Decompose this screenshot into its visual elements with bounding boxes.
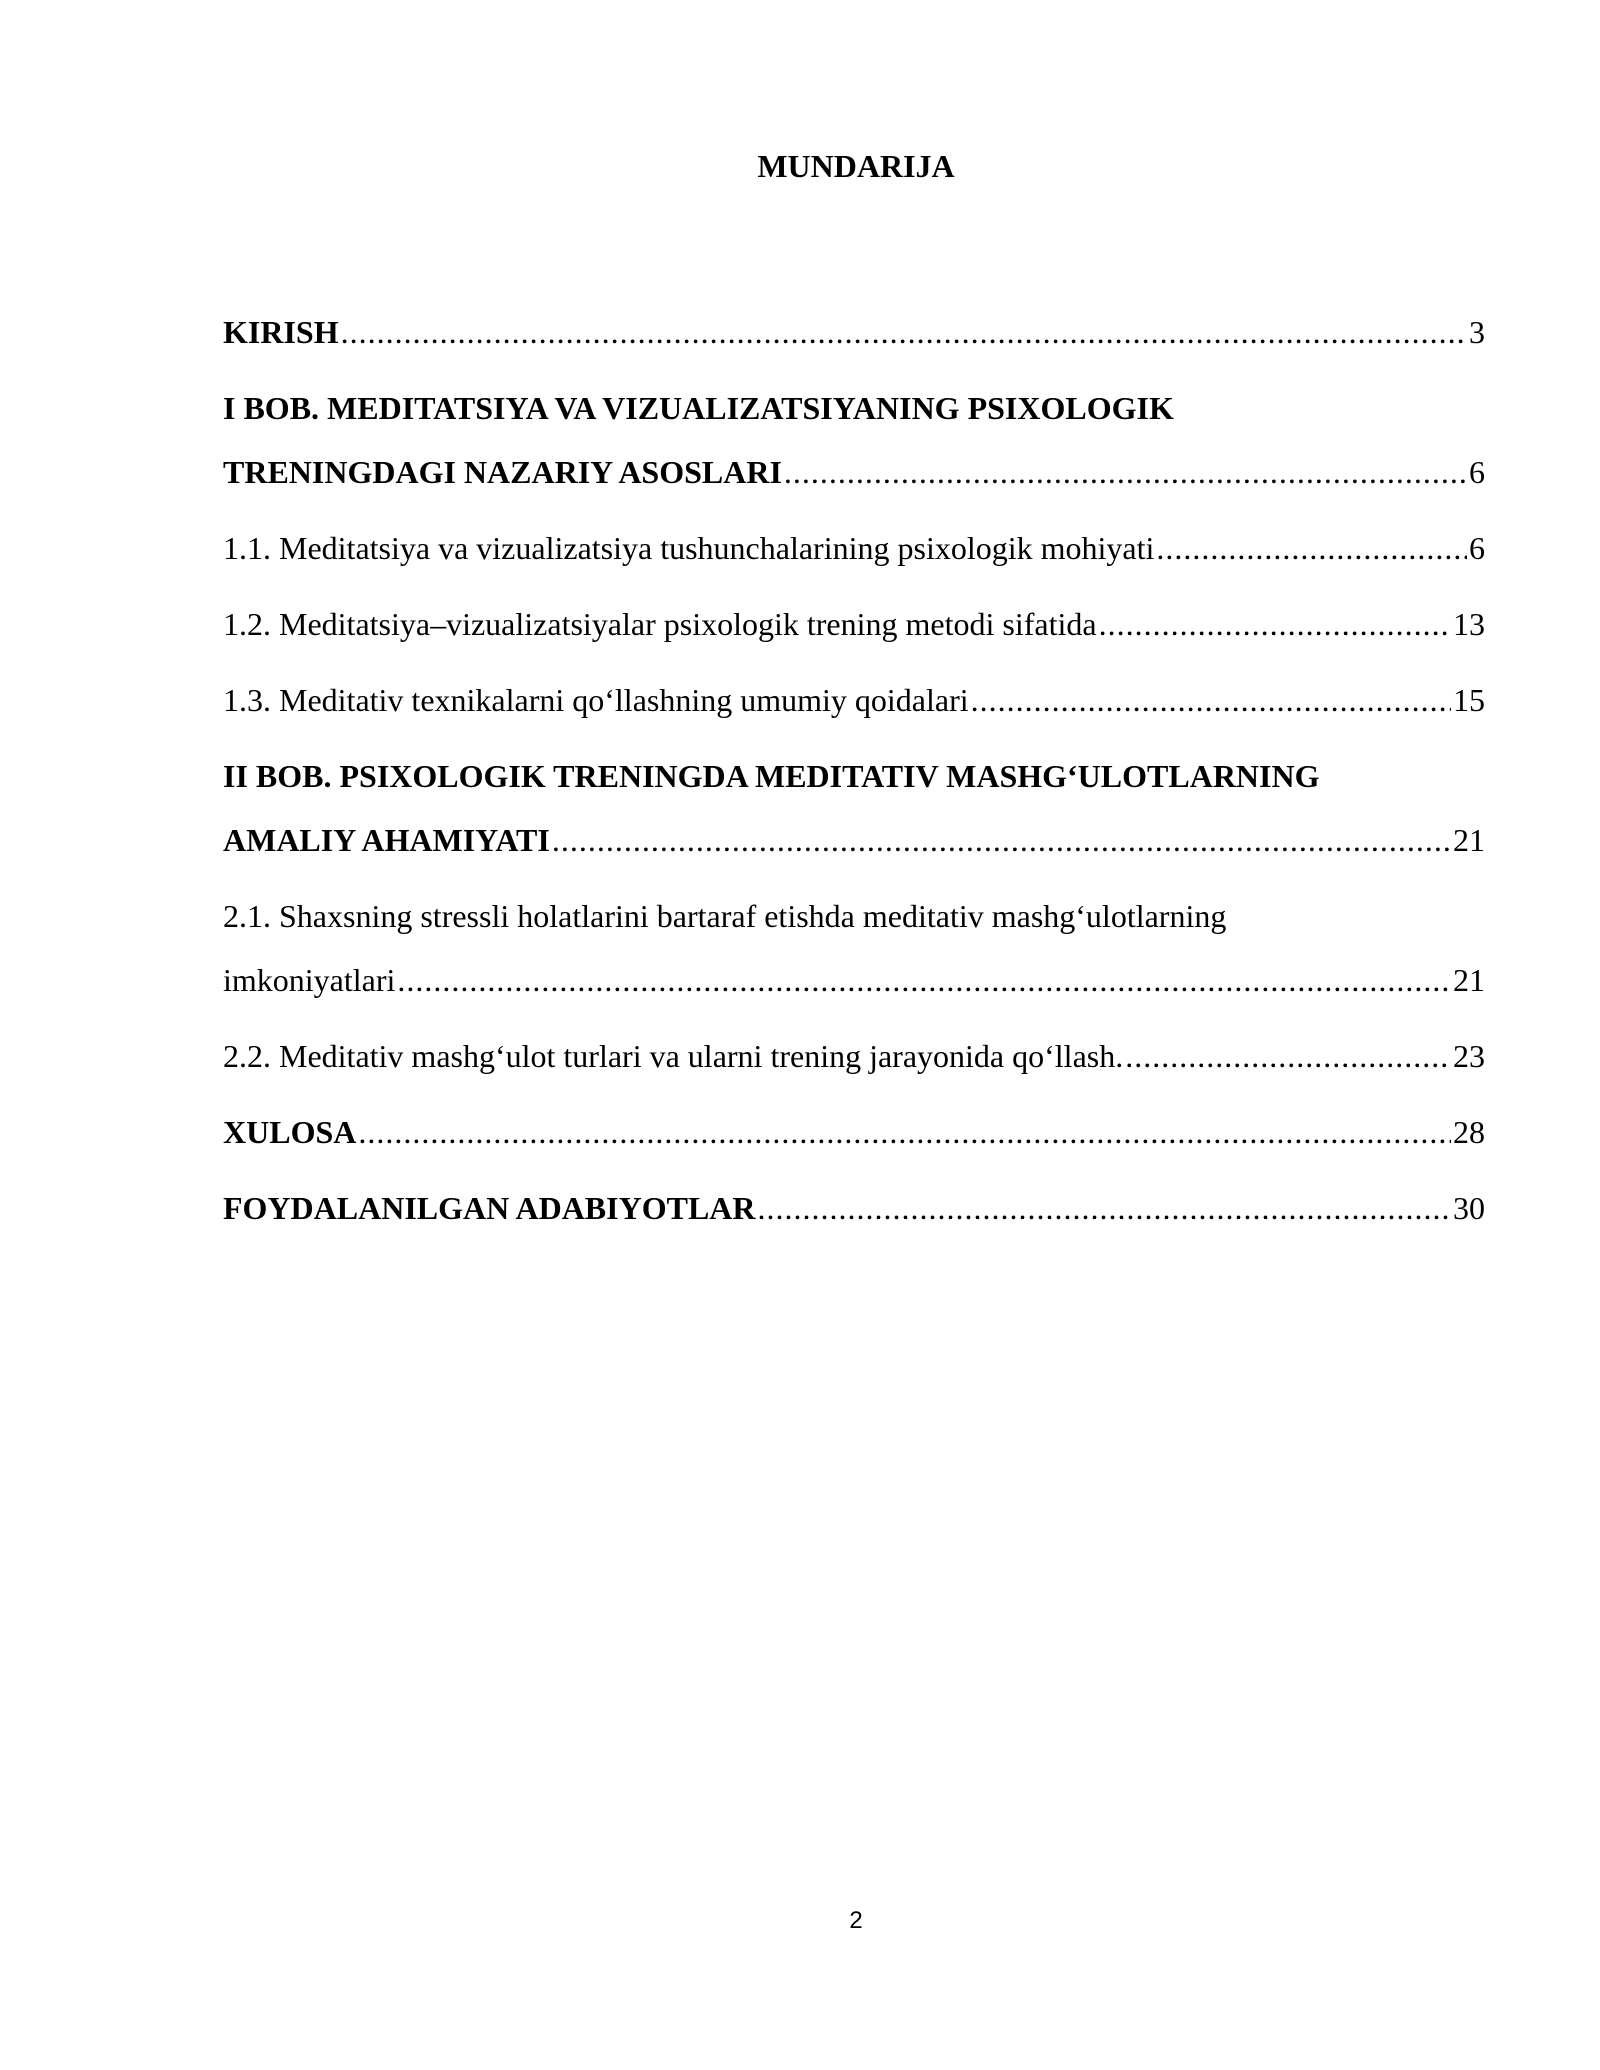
toc-page-number: 28	[1453, 1114, 1485, 1150]
toc-entry-text: 2.2. Meditativ mashg‘ulot turlari va ularni trening jarayonida qo‘llash.	[223, 1038, 1124, 1074]
toc-entry-text-continued: AMALIY AHAMIYATI	[223, 822, 550, 858]
toc-entry-bob-1[interactable]	[223, 376, 1485, 504]
dot-leader	[1156, 516, 1467, 580]
toc-entry-text: II BOB. PSIXOLOGIK TRENINGDA MEDITATIV MASHG‘ULOTLARNING	[223, 758, 1320, 794]
toc-entry-bob-2[interactable]	[223, 744, 1485, 872]
toc-entry-text: 1.3. Meditativ texnikalarni qo‘llashning umumiy qoidalari	[223, 682, 969, 718]
dot-leader	[1125, 1024, 1451, 1088]
toc-entry-adabiyotlar[interactable]	[223, 1176, 1485, 1240]
toc-page-number: 23	[1453, 1038, 1485, 1074]
toc-entry-1-1[interactable]	[223, 516, 1485, 580]
toc-page-number: 15	[1453, 682, 1485, 718]
toc-entry-text: KIRISH	[223, 314, 339, 350]
table-of-contents	[223, 300, 1485, 1240]
dot-leader	[1099, 592, 1451, 656]
toc-entry-text: FOYDALANILGAN ADABIYOTLAR	[223, 1190, 756, 1226]
toc-entry-text-continued: imkoniyatlari	[223, 962, 396, 998]
toc-entry-2-1[interactable]	[223, 884, 1485, 1012]
toc-entry-1-3[interactable]	[223, 668, 1485, 732]
toc-entry-1-2[interactable]	[223, 592, 1485, 656]
dot-leader	[971, 668, 1451, 732]
dot-leader	[341, 300, 1467, 364]
toc-page-number: 30	[1453, 1190, 1485, 1226]
toc-page-number: 21	[1453, 822, 1485, 858]
toc-entry-text: 2.1. Shaxsning stressli holatlarini bartaraf etishda meditativ mashg‘ulotlarning	[223, 898, 1227, 934]
toc-page-number: 21	[1453, 962, 1485, 998]
toc-entry-text: XULOSA	[223, 1114, 357, 1150]
toc-entry-text: I BOB. MEDITATSIYA VA VIZUALIZATSIYANING PSIXOLOGIK	[223, 390, 1174, 426]
toc-page-number: 13	[1453, 606, 1485, 642]
dot-leader	[397, 948, 1451, 1012]
dot-leader	[758, 1176, 1452, 1240]
toc-page-number: 6	[1469, 530, 1485, 566]
dot-leader	[784, 440, 1467, 504]
toc-entry-text-continued: TRENINGDAGI NAZARIY ASOSLARI	[223, 454, 782, 490]
dot-leader	[552, 808, 1451, 872]
toc-entry-text: 1.2. Meditatsiya–vizualizatsiyalar psixologik trening metodi sifatida	[223, 606, 1097, 642]
page-number: 2	[849, 1907, 863, 1934]
page-title: MUNDARIJA	[757, 148, 955, 184]
toc-page-number: 6	[1469, 454, 1485, 490]
dot-leader	[358, 1100, 1451, 1164]
toc-entry-xulosa[interactable]	[223, 1100, 1485, 1164]
toc-entry-kirish[interactable]	[223, 300, 1485, 364]
toc-entry-text: 1.1. Meditatsiya va vizualizatsiya tushunchalarining psixologik mohiyati	[223, 530, 1155, 566]
toc-page-number: 3	[1469, 314, 1485, 350]
toc-entry-2-2[interactable]	[223, 1024, 1485, 1088]
